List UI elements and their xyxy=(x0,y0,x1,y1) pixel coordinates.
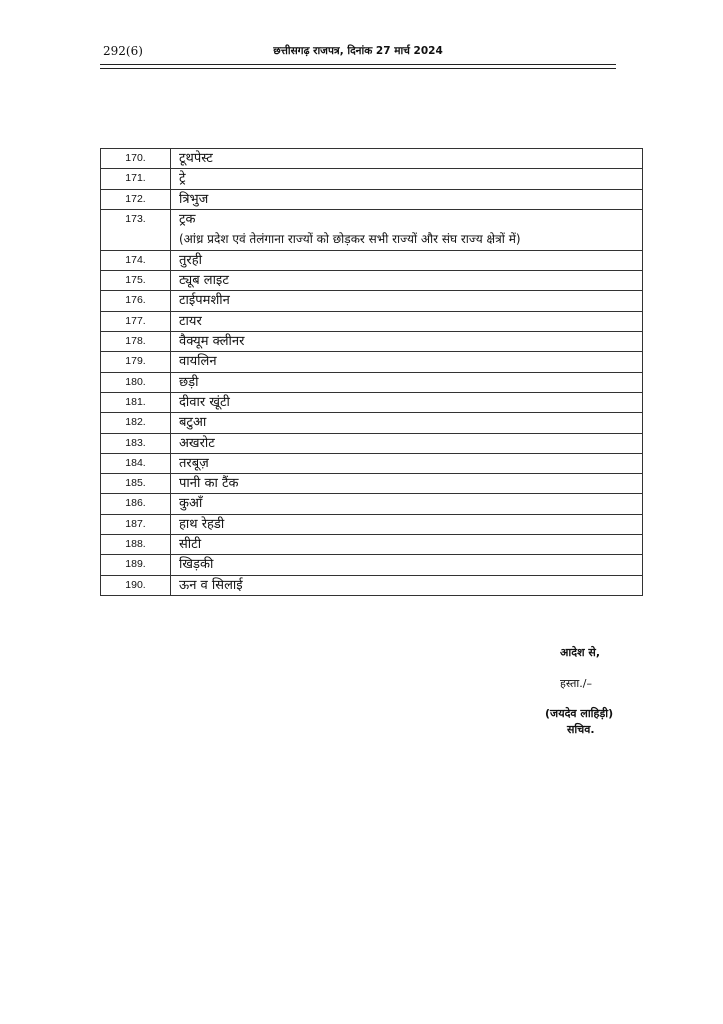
item-number: 187. xyxy=(101,514,171,534)
table-row xyxy=(101,169,643,189)
page-header xyxy=(100,42,616,62)
item-number: 182. xyxy=(101,413,171,433)
item-name: दीवार खूंटी xyxy=(179,394,230,410)
item-name: ट्रे xyxy=(179,171,186,187)
item-name-cell xyxy=(171,250,643,270)
item-name: ट्रक xyxy=(179,211,196,227)
item-name-cell xyxy=(171,311,643,331)
item-name-cell xyxy=(171,352,643,372)
item-number: 190. xyxy=(101,575,171,595)
item-name: पानी का टैंक xyxy=(179,476,239,492)
item-name: टायर xyxy=(179,313,202,329)
item-name-cell xyxy=(171,555,643,575)
signed-text: हस्ता./– xyxy=(560,677,592,690)
table-row xyxy=(101,250,643,270)
item-name: कुआँ xyxy=(179,496,203,512)
item-name-cell xyxy=(171,189,643,209)
item-name: ट्यूब लाइट xyxy=(179,273,229,289)
item-name-cell xyxy=(171,413,643,433)
item-name-cell xyxy=(171,271,643,291)
table-row xyxy=(101,291,643,311)
table-row xyxy=(101,494,643,514)
table-row xyxy=(101,149,643,169)
item-name: सीटी xyxy=(179,537,202,553)
items-table xyxy=(100,148,643,596)
gazette-title: छत्तीसगढ़ राजपत्र, दिनांक 27 मार्च 2024 xyxy=(273,45,443,57)
item-name: टूथपेस्ट xyxy=(179,151,213,166)
item-name-cell xyxy=(171,575,643,595)
table-row xyxy=(101,392,643,412)
item-number: 183. xyxy=(101,433,171,453)
item-name: हाथ रेहडी xyxy=(179,516,225,532)
item-number: 170. xyxy=(101,149,171,169)
item-name: तरबूज़ xyxy=(179,455,209,471)
item-name-cell xyxy=(171,494,643,514)
item-number: 181. xyxy=(101,392,171,412)
signatory-name: (जयदेव लाहिड़ी) xyxy=(545,707,614,720)
item-number: 189. xyxy=(101,555,171,575)
item-name: त्रिभुज xyxy=(179,191,209,207)
table-row xyxy=(101,555,643,575)
table-row xyxy=(101,189,643,209)
header-rule-top xyxy=(100,64,616,65)
item-name-cell xyxy=(171,392,643,412)
item-name: वैक्यूम क्लीनर xyxy=(179,334,245,350)
table-row xyxy=(101,209,643,250)
item-name-cell xyxy=(171,433,643,453)
by-order-text: आदेश से, xyxy=(560,646,601,659)
item-number: 171. xyxy=(101,169,171,189)
item-name: खिड़की xyxy=(179,557,214,573)
item-name-cell xyxy=(171,514,643,534)
table-row xyxy=(101,453,643,473)
item-number: 173. xyxy=(101,209,171,250)
table-row xyxy=(101,372,643,392)
page-number: 292(6) xyxy=(103,44,143,58)
item-number: 175. xyxy=(101,271,171,291)
item-number: 174. xyxy=(101,250,171,270)
table-row xyxy=(101,474,643,494)
item-name: बटुआ xyxy=(179,415,207,431)
item-number: 184. xyxy=(101,453,171,473)
item-number: 186. xyxy=(101,494,171,514)
item-name: वायलिन xyxy=(179,354,217,370)
item-name-cell xyxy=(171,474,643,494)
table-row xyxy=(101,433,643,453)
table-row xyxy=(101,332,643,352)
header-rule-bottom xyxy=(100,68,616,69)
item-number: 185. xyxy=(101,474,171,494)
item-name-cell xyxy=(171,291,643,311)
item-number: 172. xyxy=(101,189,171,209)
item-name: तुरही xyxy=(179,252,202,268)
item-name-cell xyxy=(171,372,643,392)
item-name-cell xyxy=(171,149,643,169)
table-row xyxy=(101,413,643,433)
item-name-cell xyxy=(171,332,643,352)
item-name: टाईपमशीन xyxy=(179,293,230,309)
item-name-cell xyxy=(171,453,643,473)
item-name-cell xyxy=(171,209,643,250)
item-name: ऊन व सिलाई xyxy=(179,577,243,593)
item-number: 177. xyxy=(101,311,171,331)
item-number: 188. xyxy=(101,535,171,555)
table-row xyxy=(101,514,643,534)
table-row xyxy=(101,352,643,372)
item-name: अखरोट xyxy=(179,435,215,451)
table-row xyxy=(101,271,643,291)
item-name-cell xyxy=(171,169,643,189)
item-number: 176. xyxy=(101,291,171,311)
table-row xyxy=(101,535,643,555)
item-number: 180. xyxy=(101,372,171,392)
item-number: 178. xyxy=(101,332,171,352)
table-row xyxy=(101,575,643,595)
item-name-cell xyxy=(171,535,643,555)
signatory-designation: सचिव. xyxy=(567,723,595,736)
item-number: 179. xyxy=(101,352,171,372)
item-name: छड़ी xyxy=(179,374,199,390)
table-row xyxy=(101,311,643,331)
item-note: (आंध्र प्रदेश एवं तेलंगाना राज्यों को छोड़कर सभी राज्यों और संघ राज्य क्षेत्रों में) xyxy=(179,231,521,246)
